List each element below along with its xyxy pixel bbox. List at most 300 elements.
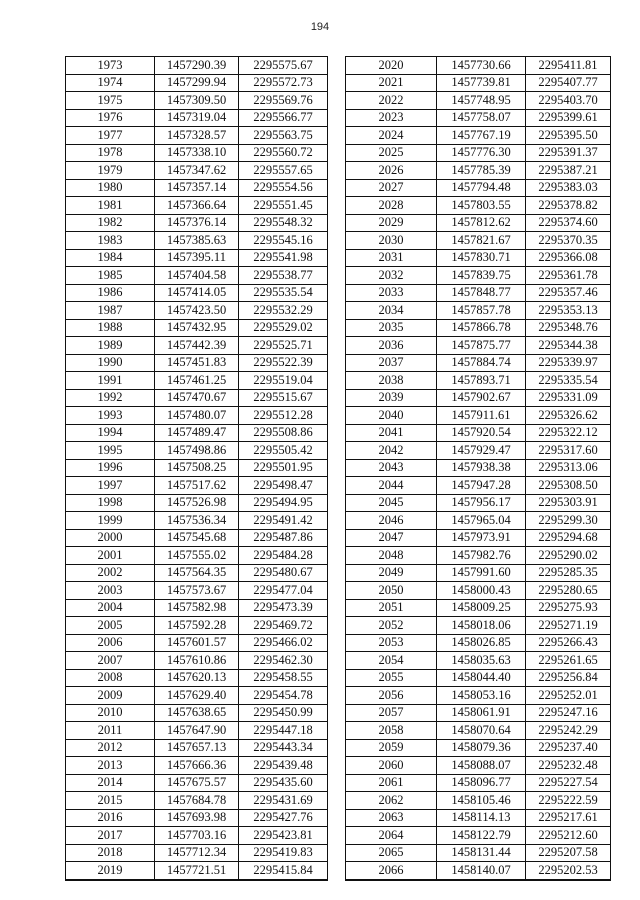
point-number-cell: 2022 (346, 92, 437, 110)
point-number-cell: 2023 (346, 109, 437, 127)
point-number-cell: 2000 (66, 529, 155, 547)
point-number-cell: 2050 (346, 582, 437, 600)
table-row (66, 214, 328, 232)
coordinate-x-cell: 1457451.83 (155, 354, 239, 372)
point-number-cell: 1991 (66, 372, 155, 390)
table-row (346, 669, 611, 687)
coordinate-y-cell: 2295232.48 (526, 757, 611, 775)
coordinate-x-cell: 1458114.13 (437, 809, 526, 827)
coordinate-y-cell: 2295541.98 (239, 249, 328, 267)
point-number-cell: 2066 (346, 862, 437, 880)
coordinate-y-cell: 2295480.67 (239, 564, 328, 582)
point-number-cell: 1992 (66, 389, 155, 407)
table-row (346, 512, 611, 530)
table-row (346, 844, 611, 862)
table-row (66, 109, 328, 127)
coordinate-x-cell: 1458061.91 (437, 704, 526, 722)
coordinate-y-cell: 2295395.50 (526, 127, 611, 145)
point-number-cell: 2036 (346, 337, 437, 355)
coordinate-table-right (345, 56, 611, 881)
table-row (66, 424, 328, 442)
coordinate-x-cell: 1457582.98 (155, 599, 239, 617)
table-row (66, 529, 328, 547)
coordinate-y-cell: 2295326.62 (526, 407, 611, 425)
coordinate-x-cell: 1457812.62 (437, 214, 526, 232)
coordinate-y-cell: 2295512.28 (239, 407, 328, 425)
coordinate-y-cell: 2295487.86 (239, 529, 328, 547)
table-row (66, 162, 328, 180)
coordinate-y-cell: 2295344.38 (526, 337, 611, 355)
coordinate-x-cell: 1458096.77 (437, 774, 526, 792)
point-number-cell: 1993 (66, 407, 155, 425)
coordinate-y-cell: 2295447.18 (239, 722, 328, 740)
coordinate-x-cell: 1457517.62 (155, 477, 239, 495)
coordinate-x-cell: 1457721.51 (155, 862, 239, 880)
coordinate-y-cell: 2295575.67 (239, 57, 328, 75)
point-number-cell: 2009 (66, 687, 155, 705)
coordinate-x-cell: 1457857.78 (437, 302, 526, 320)
point-number-cell: 2016 (66, 809, 155, 827)
coordinate-y-cell: 2295443.34 (239, 739, 328, 757)
coordinate-x-cell: 1457965.04 (437, 512, 526, 530)
coordinate-x-cell: 1457545.68 (155, 529, 239, 547)
table-row (66, 564, 328, 582)
coordinate-x-cell: 1457684.78 (155, 792, 239, 810)
coordinate-y-cell: 2295217.61 (526, 809, 611, 827)
coordinate-y-cell: 2295469.72 (239, 617, 328, 635)
coordinate-y-cell: 2295491.42 (239, 512, 328, 530)
table-row (346, 267, 611, 285)
table-row (346, 372, 611, 390)
coordinate-x-cell: 1458035.63 (437, 652, 526, 670)
table-row (346, 547, 611, 565)
point-number-cell: 2001 (66, 547, 155, 565)
coordinate-y-cell: 2295508.86 (239, 424, 328, 442)
table-row (346, 442, 611, 460)
table-row (66, 599, 328, 617)
point-number-cell: 2033 (346, 284, 437, 302)
table-row (66, 144, 328, 162)
coordinate-y-cell: 2295554.56 (239, 179, 328, 197)
point-number-cell: 1981 (66, 197, 155, 215)
table-row (66, 757, 328, 775)
table-row (66, 494, 328, 512)
table-row (66, 337, 328, 355)
table-row (66, 722, 328, 740)
coordinate-x-cell: 1458079.36 (437, 739, 526, 757)
coordinate-y-cell: 2295370.35 (526, 232, 611, 250)
coordinate-y-cell: 2295466.02 (239, 634, 328, 652)
coordinate-x-cell: 1457794.48 (437, 179, 526, 197)
table-row (346, 652, 611, 670)
coordinate-x-cell: 1457376.14 (155, 214, 239, 232)
coordinate-y-cell: 2295335.54 (526, 372, 611, 390)
point-number-cell: 2044 (346, 477, 437, 495)
table-row (346, 424, 611, 442)
point-number-cell: 1999 (66, 512, 155, 530)
coordinate-y-cell: 2295427.76 (239, 809, 328, 827)
point-number-cell: 2018 (66, 844, 155, 862)
coordinate-y-cell: 2295266.43 (526, 634, 611, 652)
table-row (66, 389, 328, 407)
coordinate-y-cell: 2295391.37 (526, 144, 611, 162)
table-row (346, 757, 611, 775)
table-row (346, 634, 611, 652)
point-number-cell: 1995 (66, 442, 155, 460)
coordinate-x-cell: 1457414.05 (155, 284, 239, 302)
coordinate-y-cell: 2295435.60 (239, 774, 328, 792)
point-number-cell: 2002 (66, 564, 155, 582)
table-row (346, 162, 611, 180)
point-number-cell: 2024 (346, 127, 437, 145)
coordinate-x-cell: 1458105.46 (437, 792, 526, 810)
coordinate-table-left (65, 56, 328, 881)
coordinate-x-cell: 1457564.35 (155, 564, 239, 582)
coordinate-y-cell: 2295415.84 (239, 862, 328, 880)
coordinate-y-cell: 2295237.40 (526, 739, 611, 757)
coordinate-x-cell: 1457470.67 (155, 389, 239, 407)
table-row (346, 354, 611, 372)
table-row (346, 302, 611, 320)
point-number-cell: 2052 (346, 617, 437, 635)
coordinate-x-cell: 1457739.81 (437, 74, 526, 92)
point-number-cell: 1987 (66, 302, 155, 320)
point-number-cell: 2030 (346, 232, 437, 250)
coordinate-y-cell: 2295348.76 (526, 319, 611, 337)
coordinate-y-cell: 2295450.99 (239, 704, 328, 722)
coordinate-y-cell: 2295498.47 (239, 477, 328, 495)
coordinate-x-cell: 1457366.64 (155, 197, 239, 215)
point-number-cell: 2062 (346, 792, 437, 810)
coordinate-x-cell: 1457973.91 (437, 529, 526, 547)
point-number-cell: 1988 (66, 319, 155, 337)
coordinate-x-cell: 1457821.67 (437, 232, 526, 250)
coordinate-y-cell: 2295423.81 (239, 827, 328, 845)
table-row (66, 319, 328, 337)
coordinate-y-cell: 2295374.60 (526, 214, 611, 232)
point-number-cell: 1998 (66, 494, 155, 512)
coordinate-x-cell: 1457785.39 (437, 162, 526, 180)
coordinate-x-cell: 1457385.63 (155, 232, 239, 250)
point-number-cell: 2012 (66, 739, 155, 757)
point-number-cell: 2039 (346, 389, 437, 407)
point-number-cell: 2063 (346, 809, 437, 827)
table-row (66, 284, 328, 302)
table-row (346, 319, 611, 337)
coordinate-x-cell: 1457712.34 (155, 844, 239, 862)
table-row (66, 792, 328, 810)
coordinate-y-cell: 2295261.65 (526, 652, 611, 670)
coordinate-y-cell: 2295525.71 (239, 337, 328, 355)
coordinate-x-cell: 1457675.57 (155, 774, 239, 792)
point-number-cell: 2027 (346, 179, 437, 197)
coordinate-y-cell: 2295322.12 (526, 424, 611, 442)
table-row (346, 792, 611, 810)
point-number-cell: 1986 (66, 284, 155, 302)
point-number-cell: 2003 (66, 582, 155, 600)
coordinate-y-cell: 2295308.50 (526, 477, 611, 495)
table-row (66, 862, 328, 880)
coordinate-x-cell: 1457395.11 (155, 249, 239, 267)
coordinate-x-cell: 1457629.40 (155, 687, 239, 705)
coordinate-x-cell: 1457693.98 (155, 809, 239, 827)
point-number-cell: 2042 (346, 442, 437, 460)
coordinate-x-cell: 1457848.77 (437, 284, 526, 302)
point-number-cell: 1994 (66, 424, 155, 442)
table-row (66, 634, 328, 652)
table-row (66, 92, 328, 110)
coordinate-y-cell: 2295294.68 (526, 529, 611, 547)
point-number-cell: 2029 (346, 214, 437, 232)
table-row (346, 477, 611, 495)
point-number-cell: 1973 (66, 57, 155, 75)
coordinate-y-cell: 2295548.32 (239, 214, 328, 232)
coordinate-x-cell: 1457338.10 (155, 144, 239, 162)
table-row (346, 582, 611, 600)
coordinate-y-cell: 2295519.04 (239, 372, 328, 390)
table-row (346, 809, 611, 827)
point-number-cell: 2055 (346, 669, 437, 687)
coordinate-x-cell: 1457776.30 (437, 144, 526, 162)
table-row (66, 197, 328, 215)
point-number-cell: 1997 (66, 477, 155, 495)
point-number-cell: 2032 (346, 267, 437, 285)
coordinate-x-cell: 1457748.95 (437, 92, 526, 110)
table-row (66, 687, 328, 705)
table-row (346, 284, 611, 302)
point-number-cell: 2021 (346, 74, 437, 92)
coordinate-x-cell: 1457573.67 (155, 582, 239, 600)
coordinate-y-cell: 2295207.58 (526, 844, 611, 862)
point-number-cell: 2059 (346, 739, 437, 757)
table-row (66, 582, 328, 600)
table-row (66, 232, 328, 250)
coordinate-y-cell: 2295411.81 (526, 57, 611, 75)
table-row (346, 337, 611, 355)
point-number-cell: 1977 (66, 127, 155, 145)
coordinate-y-cell: 2295317.60 (526, 442, 611, 460)
coordinate-x-cell: 1457461.25 (155, 372, 239, 390)
coordinate-y-cell: 2295357.46 (526, 284, 611, 302)
point-number-cell: 2047 (346, 529, 437, 547)
coordinate-y-cell: 2295538.77 (239, 267, 328, 285)
coordinate-x-cell: 1457839.75 (437, 267, 526, 285)
point-number-cell: 2007 (66, 652, 155, 670)
coordinate-y-cell: 2295501.95 (239, 459, 328, 477)
table-row (346, 494, 611, 512)
table-row (66, 669, 328, 687)
coordinate-y-cell: 2295202.53 (526, 862, 611, 880)
coordinate-x-cell: 1457767.19 (437, 127, 526, 145)
point-number-cell: 1980 (66, 179, 155, 197)
coordinate-x-cell: 1458044.40 (437, 669, 526, 687)
coordinate-y-cell: 2295532.29 (239, 302, 328, 320)
table-row (66, 57, 328, 75)
table-row (346, 214, 611, 232)
point-number-cell: 2043 (346, 459, 437, 477)
coordinate-y-cell: 2295303.91 (526, 494, 611, 512)
coordinate-x-cell: 1457938.38 (437, 459, 526, 477)
coordinate-y-cell: 2295563.75 (239, 127, 328, 145)
coordinate-y-cell: 2295458.55 (239, 669, 328, 687)
coordinate-y-cell: 2295271.19 (526, 617, 611, 635)
table-row (66, 442, 328, 460)
coordinate-y-cell: 2295439.48 (239, 757, 328, 775)
table-row (66, 512, 328, 530)
coordinate-y-cell: 2295399.61 (526, 109, 611, 127)
table-row (346, 249, 611, 267)
point-number-cell: 2053 (346, 634, 437, 652)
point-number-cell: 1989 (66, 337, 155, 355)
coordinate-y-cell: 2295275.93 (526, 599, 611, 617)
coordinate-y-cell: 2295252.01 (526, 687, 611, 705)
coordinate-y-cell: 2295522.39 (239, 354, 328, 372)
coordinate-x-cell: 1457657.13 (155, 739, 239, 757)
point-number-cell: 2017 (66, 827, 155, 845)
coordinate-y-cell: 2295505.42 (239, 442, 328, 460)
coordinate-x-cell: 1457830.71 (437, 249, 526, 267)
point-number-cell: 2031 (346, 249, 437, 267)
point-number-cell: 2040 (346, 407, 437, 425)
coordinate-y-cell: 2295247.16 (526, 704, 611, 722)
point-number-cell: 2061 (346, 774, 437, 792)
table-row (346, 389, 611, 407)
coordinate-x-cell: 1458053.16 (437, 687, 526, 705)
point-number-cell: 2006 (66, 634, 155, 652)
table-row (66, 827, 328, 845)
point-number-cell: 2048 (346, 547, 437, 565)
table-row (346, 564, 611, 582)
coordinate-y-cell: 2295431.69 (239, 792, 328, 810)
coordinate-x-cell: 1457703.16 (155, 827, 239, 845)
coordinate-y-cell: 2295212.60 (526, 827, 611, 845)
coordinate-x-cell: 1457638.65 (155, 704, 239, 722)
coordinate-x-cell: 1457956.17 (437, 494, 526, 512)
point-number-cell: 2051 (346, 599, 437, 617)
coordinate-y-cell: 2295353.13 (526, 302, 611, 320)
coordinate-y-cell: 2295494.95 (239, 494, 328, 512)
table-row (66, 179, 328, 197)
coordinate-x-cell: 1457299.94 (155, 74, 239, 92)
point-number-cell: 2028 (346, 197, 437, 215)
coordinate-x-cell: 1457526.98 (155, 494, 239, 512)
table-row (346, 57, 611, 75)
point-number-cell: 2057 (346, 704, 437, 722)
table-row (346, 827, 611, 845)
point-number-cell: 2005 (66, 617, 155, 635)
coordinate-x-cell: 1458070.64 (437, 722, 526, 740)
coordinate-x-cell: 1458018.06 (437, 617, 526, 635)
coordinate-x-cell: 1457803.55 (437, 197, 526, 215)
point-number-cell: 2041 (346, 424, 437, 442)
point-number-cell: 2034 (346, 302, 437, 320)
coordinate-y-cell: 2295535.54 (239, 284, 328, 302)
coordinate-y-cell: 2295313.06 (526, 459, 611, 477)
coordinate-y-cell: 2295407.77 (526, 74, 611, 92)
point-number-cell: 2049 (346, 564, 437, 582)
coordinate-y-cell: 2295366.08 (526, 249, 611, 267)
point-number-cell: 2026 (346, 162, 437, 180)
coordinate-x-cell: 1457610.86 (155, 652, 239, 670)
coordinate-x-cell: 1458140.07 (437, 862, 526, 880)
coordinate-y-cell: 2295227.54 (526, 774, 611, 792)
table-row (346, 739, 611, 757)
coordinate-x-cell: 1457442.39 (155, 337, 239, 355)
coordinate-x-cell: 1457536.34 (155, 512, 239, 530)
table-row (66, 774, 328, 792)
coordinate-y-cell: 2295403.70 (526, 92, 611, 110)
table-row (66, 739, 328, 757)
coordinate-x-cell: 1457423.50 (155, 302, 239, 320)
point-number-cell: 2014 (66, 774, 155, 792)
table-row (66, 127, 328, 145)
coordinate-x-cell: 1458088.07 (437, 757, 526, 775)
coordinate-x-cell: 1457347.62 (155, 162, 239, 180)
coordinate-x-cell: 1457947.28 (437, 477, 526, 495)
point-number-cell: 2046 (346, 512, 437, 530)
table-row (66, 459, 328, 477)
coordinate-x-cell: 1457647.90 (155, 722, 239, 740)
coordinate-x-cell: 1457902.67 (437, 389, 526, 407)
table-row (346, 529, 611, 547)
table-row (66, 372, 328, 390)
point-number-cell: 2015 (66, 792, 155, 810)
coordinate-x-cell: 1457555.02 (155, 547, 239, 565)
point-number-cell: 1976 (66, 109, 155, 127)
table-row (346, 774, 611, 792)
table-row (346, 704, 611, 722)
table-row (346, 617, 611, 635)
table-row (66, 704, 328, 722)
point-number-cell: 1983 (66, 232, 155, 250)
coordinate-x-cell: 1457508.25 (155, 459, 239, 477)
coordinate-y-cell: 2295484.28 (239, 547, 328, 565)
point-number-cell: 1996 (66, 459, 155, 477)
point-number-cell: 2008 (66, 669, 155, 687)
point-number-cell: 2025 (346, 144, 437, 162)
table-row (66, 477, 328, 495)
table-row (66, 617, 328, 635)
coordinate-x-cell: 1458000.43 (437, 582, 526, 600)
table-row (346, 197, 611, 215)
coordinate-y-cell: 2295515.67 (239, 389, 328, 407)
table-row (66, 249, 328, 267)
coordinate-x-cell: 1457893.71 (437, 372, 526, 390)
coordinate-y-cell: 2295387.21 (526, 162, 611, 180)
coordinate-y-cell: 2295378.82 (526, 197, 611, 215)
table-row (66, 547, 328, 565)
coordinate-y-cell: 2295545.16 (239, 232, 328, 250)
coordinate-y-cell: 2295529.02 (239, 319, 328, 337)
point-number-cell: 2064 (346, 827, 437, 845)
point-number-cell: 2020 (346, 57, 437, 75)
coordinate-x-cell: 1457592.28 (155, 617, 239, 635)
coordinate-y-cell: 2295383.03 (526, 179, 611, 197)
coordinate-y-cell: 2295256.84 (526, 669, 611, 687)
coordinate-x-cell: 1457982.76 (437, 547, 526, 565)
table-row (346, 407, 611, 425)
table-row (66, 267, 328, 285)
coordinate-y-cell: 2295566.77 (239, 109, 328, 127)
coordinate-x-cell: 1457991.60 (437, 564, 526, 582)
coordinate-y-cell: 2295331.09 (526, 389, 611, 407)
page-number: 194 (310, 21, 330, 33)
table-row (346, 862, 611, 880)
point-number-cell: 1975 (66, 92, 155, 110)
coordinate-y-cell: 2295361.78 (526, 267, 611, 285)
table-row (346, 687, 611, 705)
point-number-cell: 2045 (346, 494, 437, 512)
